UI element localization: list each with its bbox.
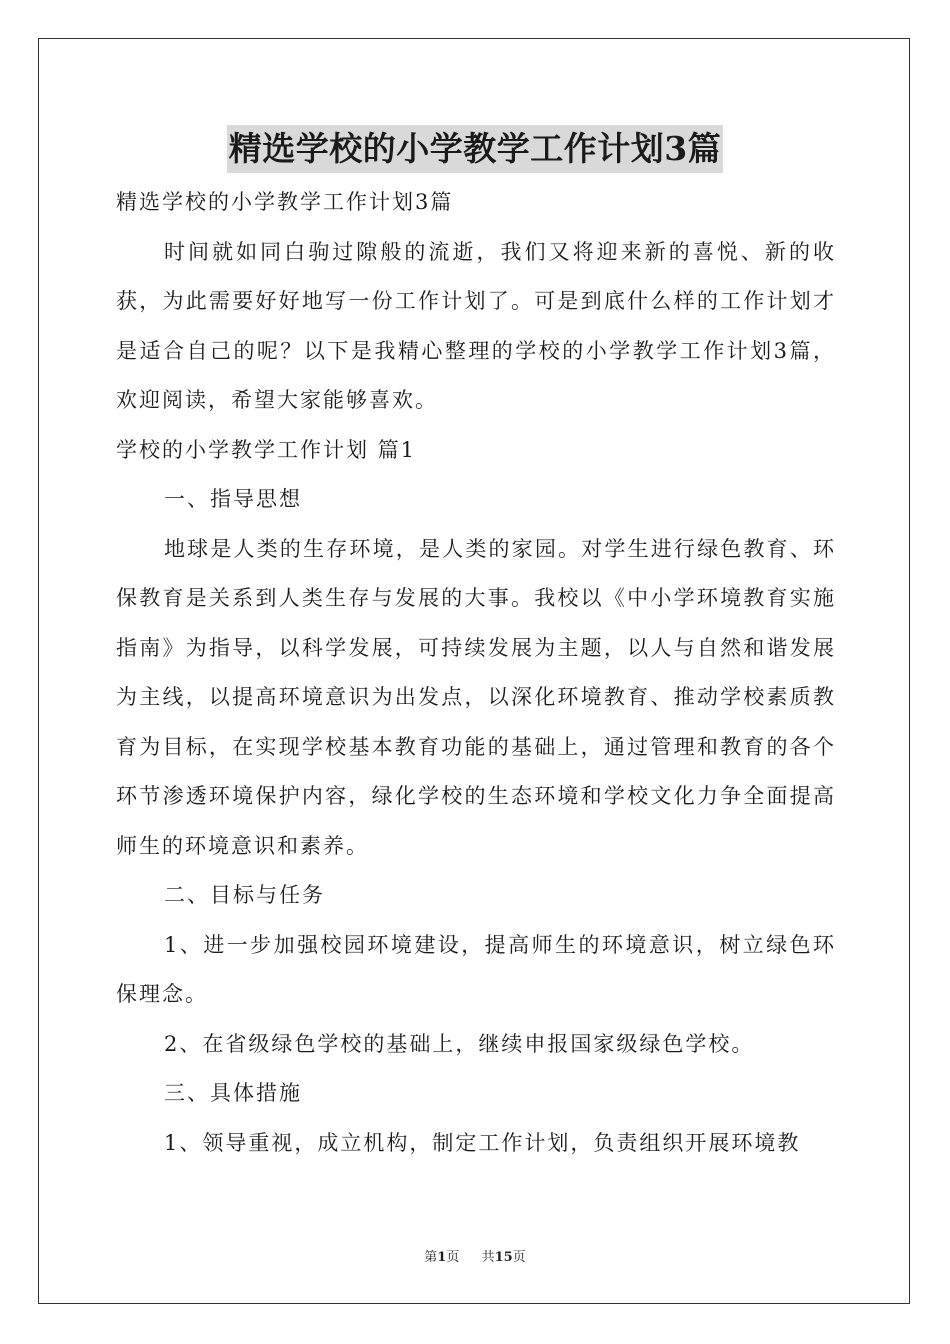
document-title: 精选学校的小学教学工作计划3篇 <box>227 125 723 173</box>
page-footer <box>0 1246 950 1265</box>
page-number: 第1页 <box>424 1250 460 1265</box>
heading-guiding-ideology: 一、指导思想 <box>164 487 302 511</box>
section-heading-part1: 学校的小学教学工作计划 篇1 <box>116 437 417 462</box>
intro-paragraph: 时间就如同白驹过隙般的流逝，我们又将迎来新的喜悦、新的收获，为此需要好好地写一份工作计划了。可是到底什么样的工作计划才是适合自己的呢？以下是我精心整理的学校的小学教学工作计划3篇，欢迎阅读，希望大家能够喜欢。 <box>116 239 836 412</box>
heading-goals-tasks: 二、目标与任务 <box>164 883 325 907</box>
page-total: 共15页 <box>481 1250 526 1265</box>
goal-item-2: 2、在省级绿色学校的基础上，继续申报国家级绿色学校。 <box>164 1031 755 1056</box>
guiding-ideology-paragraph: 地球是人类的生存环境，是人类的家园。对学生进行绿色教育、环保教育是关系到人类生存与发展的大事。我校以《中小学环境教育实施指南》为指导，以科学发展，可持续发展为主题，以人与自然和谐发展为主线，以提高环境意识为出发点，以深化环境教育、推动学校素质教育为目标，在实现学校基本教育功能的基础上，通过管理和教育的各个环节渗透环境保护内容，绿化学校的生态环境和学校文化力争全面提高师生的环境意识和素养。 <box>116 536 836 858</box>
subtitle-line: 精选学校的小学教学工作计划3篇 <box>116 190 454 214</box>
document-body <box>116 178 836 1168</box>
document-title-heading <box>0 124 950 174</box>
heading-specific-measures: 三、具体措施 <box>164 1081 302 1105</box>
measure-item-1: 1、领导重视，成立机构，制定工作计划，负责组织开展环境教 <box>164 1130 801 1155</box>
goal-item-1: 1、进一步加强校园环境建设，提高师生的环境意识，树立绿色环保理念。 <box>116 932 836 1006</box>
